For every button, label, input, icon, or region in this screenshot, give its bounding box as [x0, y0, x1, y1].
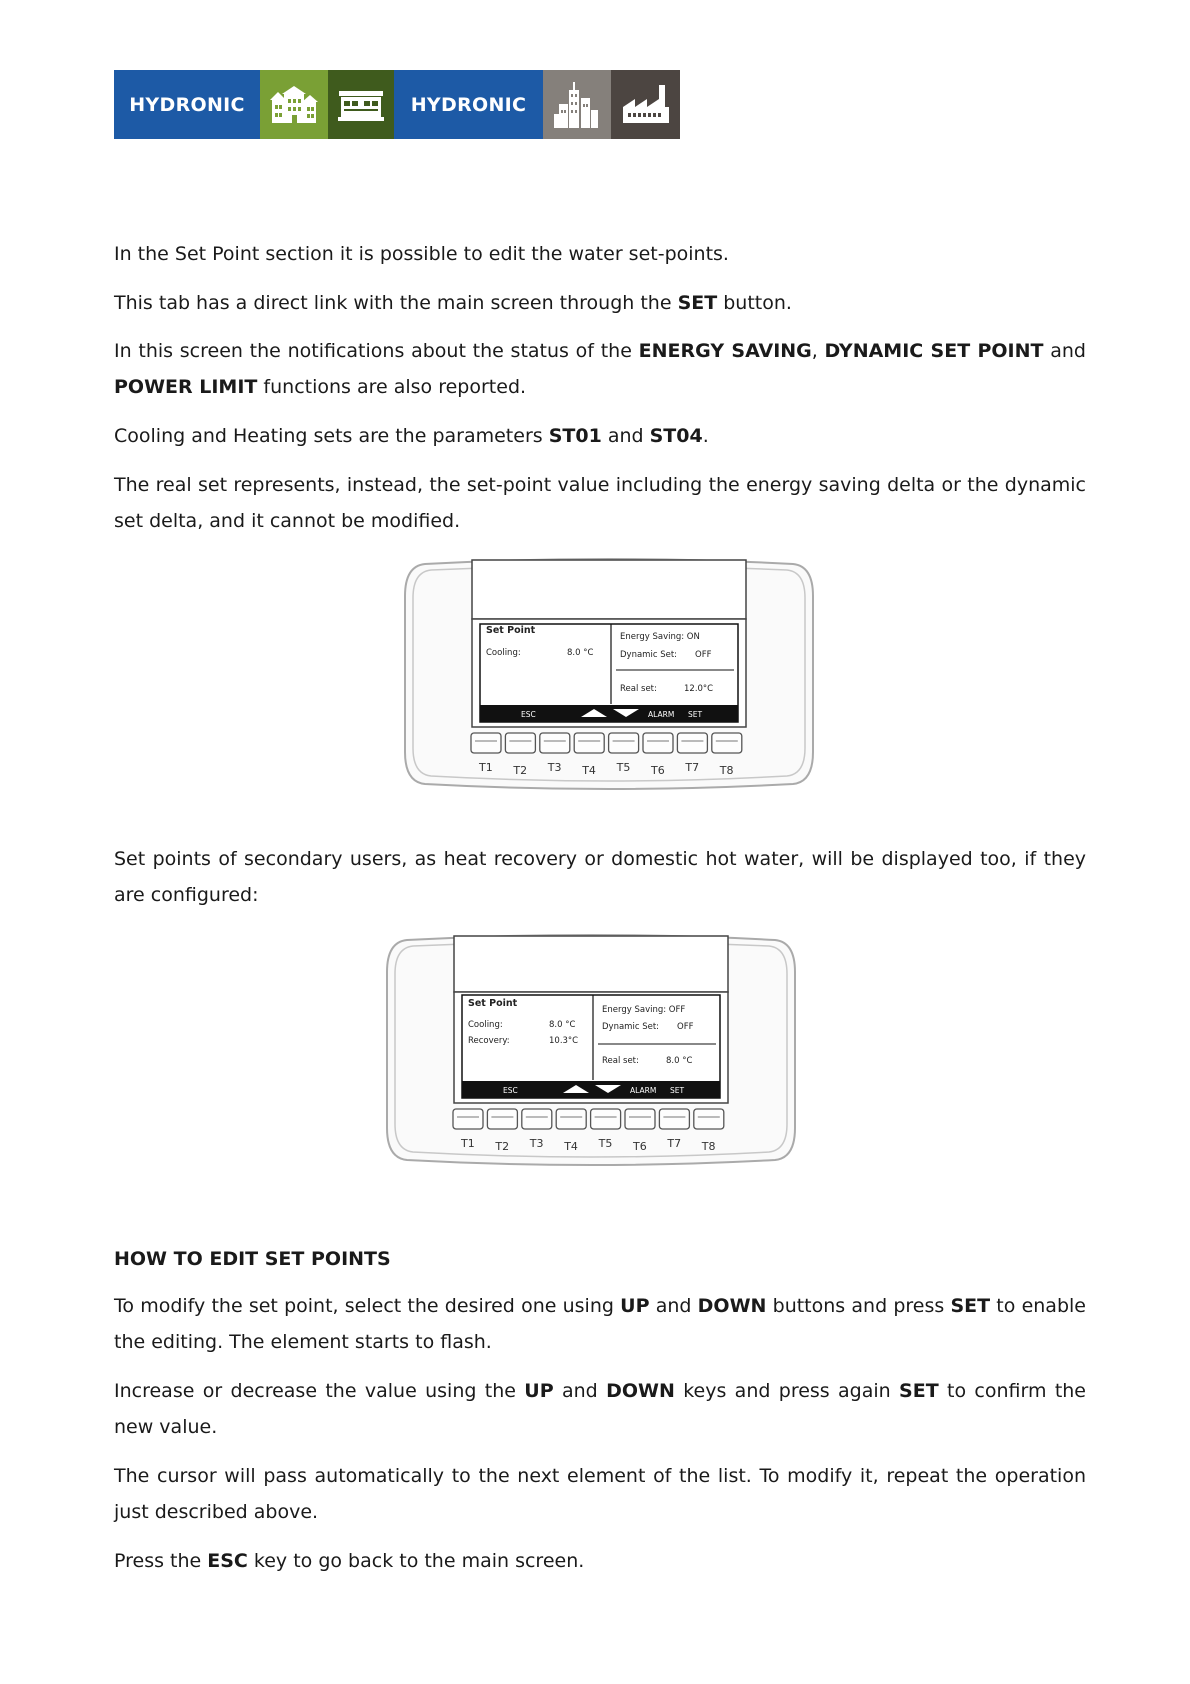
lcd-bar-set: SET: [670, 1086, 685, 1095]
bold-text: POWER LIMIT: [114, 376, 258, 398]
bold-text: ST01: [548, 425, 602, 447]
bold-text: ST04: [649, 425, 703, 447]
paragraph-intro: [114, 236, 1086, 272]
lcd-recovery-value: 10.3°C: [549, 1036, 579, 1046]
lcd-energy-saving: Energy Saving: ON: [620, 632, 700, 642]
keypad-label: T6: [651, 764, 665, 777]
bold-text: UP: [620, 1295, 650, 1317]
paragraph-text: and: [601, 425, 650, 447]
lcd-dynamic-set-value: OFF: [695, 650, 712, 660]
lcd-bar-esc: ESC: [521, 710, 536, 719]
banner-label-left: HYDRONIC: [129, 93, 245, 116]
keypad-label: T5: [616, 761, 631, 774]
paragraph-text: and: [553, 1380, 607, 1402]
paragraph-text: to enable the editing. The element starts to flash.: [114, 1295, 1086, 1353]
paragraph-cursor: [114, 1458, 1086, 1530]
paragraph-text: .: [702, 425, 709, 447]
lcd-bar-set: SET: [688, 710, 703, 719]
bold-text: DYNAMIC SET POINT: [824, 340, 1044, 362]
keypad-label: T6: [633, 1140, 647, 1153]
controller-display-1: [403, 556, 815, 792]
keypad-label: T5: [598, 1137, 613, 1150]
lcd-real-set-label: Real set:: [620, 684, 657, 694]
keypad-label: T7: [667, 1137, 682, 1150]
keypad-label: T4: [582, 764, 596, 777]
paragraph-text: ,: [811, 340, 825, 362]
paragraph-text: Set points of secondary users, as heat recovery or domestic hot water, will be displayed too, if they are configured:: [114, 848, 1086, 906]
lcd-dynamic-set-label: Dynamic Set:: [620, 650, 678, 660]
keypad-label: T4: [564, 1140, 578, 1153]
lcd-title: Set Point: [486, 625, 536, 636]
paragraph-text: button.: [717, 292, 792, 314]
paragraph-text: and: [1043, 340, 1086, 362]
paragraph-text: to confirm the new value.: [114, 1380, 1086, 1438]
paragraph-text: functions are also reported.: [257, 376, 527, 398]
bold-text: DOWN: [697, 1295, 767, 1317]
keypad-label: T8: [719, 764, 734, 777]
header-banner: [114, 70, 680, 139]
lcd-real-set-label: Real set:: [602, 1056, 639, 1066]
paragraph-text: To modify the set point, select the desired one using: [114, 1295, 621, 1317]
banner-label-right: HYDRONIC: [410, 93, 527, 116]
paragraph-text: Cooling and Heating sets are the parameters: [114, 425, 549, 447]
paragraph-change-value: [114, 1373, 1086, 1445]
paragraph-text: In this screen the notifications about the status of the: [114, 340, 639, 362]
keypad-label: T7: [685, 761, 700, 774]
lcd-real-set-value: 8.0 °C: [666, 1056, 693, 1066]
paragraph-select-setpoint: [114, 1288, 1086, 1360]
paragraph-text: Press the: [114, 1550, 208, 1572]
factory-icon: [611, 70, 680, 139]
city-tower-icon: [543, 70, 611, 139]
bold-text: UP: [524, 1380, 554, 1402]
paragraph-text: The real set represents, instead, the set-point value including the energy saving delta or the dynamic set delta, and it cannot be modified.: [114, 474, 1086, 532]
keypad-label: T2: [513, 764, 528, 777]
lcd-title: Set Point: [468, 998, 518, 1009]
lcd-dynamic-set-value: OFF: [677, 1022, 694, 1032]
lcd-cooling-label: Cooling:: [468, 1020, 503, 1030]
lcd-real-set-value: 12.0°C: [684, 684, 714, 694]
bold-text: SET: [950, 1295, 991, 1317]
bold-text: SET: [899, 1380, 939, 1402]
bold-text: ESC: [207, 1550, 248, 1572]
paragraph-text: keys and press again: [674, 1380, 900, 1402]
paragraph-esc: [114, 1543, 1086, 1579]
paragraph-text: and: [649, 1295, 698, 1317]
paragraph-text: key to go back to the main screen.: [247, 1550, 585, 1572]
lcd-dynamic-set-label: Dynamic Set:: [602, 1022, 660, 1032]
lcd-cooling-value: 8.0 °C: [549, 1020, 576, 1030]
bold-text: DOWN: [606, 1380, 675, 1402]
paragraph-text: The cursor will pass automatically to the next element of the list. To modify it, repeat the operation just described above.: [114, 1465, 1086, 1523]
bold-text: ENERGY SAVING: [638, 340, 812, 362]
keypad-label: T3: [547, 761, 562, 774]
keypad-label: T1: [479, 761, 493, 774]
paragraph-text: Increase or decrease the value using the: [114, 1380, 525, 1402]
lcd-bar-alarm: ALARM: [630, 1086, 657, 1095]
paragraph-text: This tab has a direct link with the main screen through the: [114, 292, 678, 314]
paragraph-parameters: [114, 418, 1086, 454]
bus-building-icon: [328, 70, 394, 139]
lcd-recovery-label: Recovery:: [468, 1036, 510, 1046]
section-heading: HOW TO EDIT SET POINTS: [114, 1248, 391, 1270]
paragraph-text: In the Set Point section it is possible to edit the water set-points.: [114, 243, 729, 265]
paragraph-set-link: [114, 285, 1086, 321]
paragraph-real-set: [114, 467, 1086, 539]
paragraph-text: buttons and press: [766, 1295, 951, 1317]
keypad-label: T1: [461, 1137, 475, 1150]
paragraph-secondary-users: [114, 841, 1086, 913]
banner-hydronic-right: [394, 70, 543, 139]
lcd-cooling-label: Cooling:: [486, 648, 521, 658]
keypad-label: T2: [495, 1140, 510, 1153]
lcd-bar-alarm: ALARM: [648, 710, 675, 719]
controller-display-2: [385, 932, 797, 1168]
lcd-energy-saving: Energy Saving: OFF: [602, 1005, 686, 1015]
residential-building-icon: [260, 70, 328, 139]
banner-hydronic-left: [114, 70, 260, 139]
keypad-label: T8: [701, 1140, 716, 1153]
keypad-label: T3: [529, 1137, 544, 1150]
paragraph-notifications: [114, 333, 1086, 405]
lcd-cooling-value: 8.0 °C: [567, 648, 594, 658]
lcd-bar-esc: ESC: [503, 1086, 518, 1095]
bold-text: SET: [677, 292, 718, 314]
